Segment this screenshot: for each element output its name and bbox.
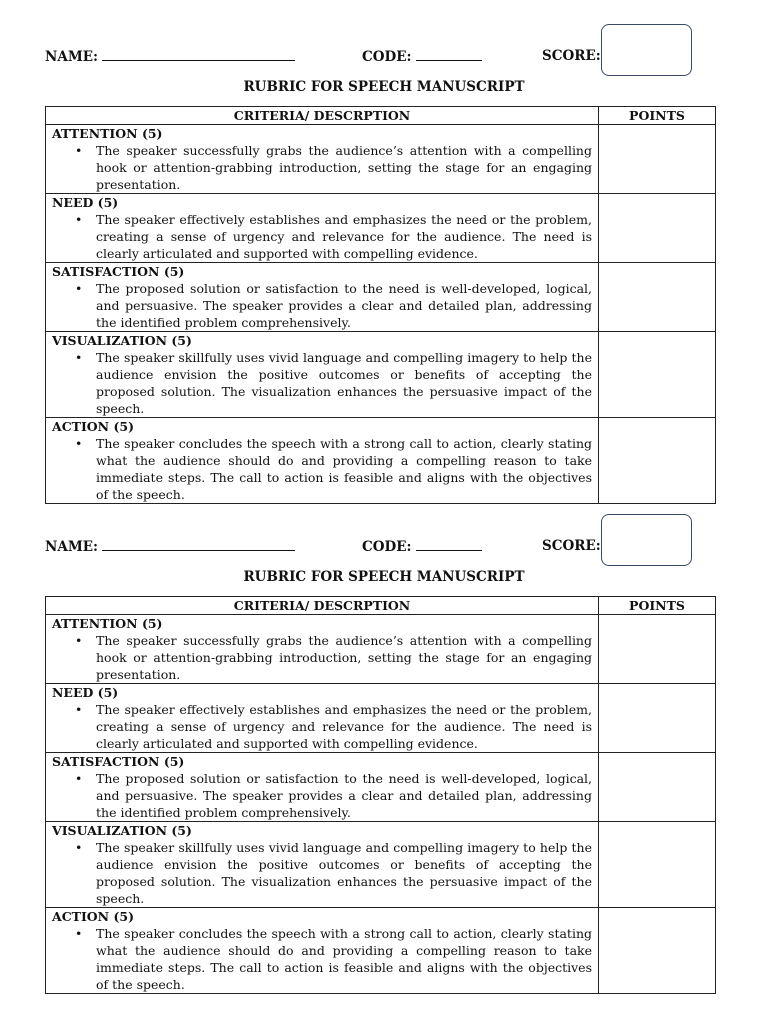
criteria-title: ACTION (5) [52, 419, 134, 434]
score-box[interactable] [601, 514, 692, 566]
criteria-title: SATISFACTION (5) [52, 264, 185, 279]
points-header: POINTS [599, 597, 716, 615]
table-row [46, 822, 716, 908]
code-label: CODE: [362, 539, 412, 555]
rubric-form-1 [0, 20, 768, 502]
criteria-title: VISUALIZATION (5) [52, 333, 192, 348]
criteria-cell [46, 332, 599, 418]
table-row [46, 908, 716, 994]
criteria-description: • The speaker concludes the speech with a strong call to action, clearly stating what the audience should do and providing a compelling reason to take immediate steps. The call to action is feasible and aligns with the objectives of the speech. [96, 925, 592, 993]
name-label: NAME: [45, 539, 99, 555]
criteria-description: • The speaker skillfully uses vivid language and compelling imagery to help the audience envision the positive outcomes or benefits of accepting the proposed solution. The visualization enhances the persuasive impact of the speech. [96, 839, 592, 907]
table-row [46, 753, 716, 822]
criteria-cell [46, 194, 599, 263]
table-row [46, 615, 716, 684]
table-row [46, 125, 716, 194]
criteria-description: • The speaker successfully grabs the audience’s attention with a compelling hook or attention-grabbing introduction, setting the stage for an engaging presentation. [96, 632, 592, 683]
criteria-cell [46, 822, 599, 908]
code-blank-line[interactable] [416, 48, 482, 61]
table-row [46, 684, 716, 753]
criteria-title: ACTION (5) [52, 909, 134, 924]
points-cell[interactable] [599, 263, 716, 332]
points-cell[interactable] [599, 684, 716, 753]
points-cell[interactable] [599, 194, 716, 263]
score-box[interactable] [601, 24, 692, 76]
criteria-cell [46, 418, 599, 504]
criteria-description: • The speaker effectively establishes and emphasizes the need or the problem, creating a sense of urgency and relevance for the audience. The need is clearly articulated and supported with compelling evidence. [96, 701, 592, 752]
criteria-title: NEED (5) [52, 685, 119, 700]
table-row [46, 418, 716, 504]
rubric-title: RUBRIC FOR SPEECH MANUSCRIPT [243, 569, 525, 585]
criteria-description: • The speaker successfully grabs the audience’s attention with a compelling hook or attention-grabbing introduction, setting the stage for an engaging presentation. [96, 142, 592, 193]
criteria-cell [46, 125, 599, 194]
criteria-cell [46, 615, 599, 684]
points-cell[interactable] [599, 332, 716, 418]
criteria-cell [46, 753, 599, 822]
table-row [46, 194, 716, 263]
criteria-header: CRITERIA/ DESCRPTION [46, 107, 599, 125]
rubric-form-2 [0, 510, 768, 992]
rubric-table [45, 106, 716, 504]
points-cell[interactable] [599, 908, 716, 994]
table-row [46, 263, 716, 332]
criteria-title: ATTENTION (5) [52, 126, 163, 141]
score-label: SCORE: [542, 538, 601, 554]
points-cell[interactable] [599, 125, 716, 194]
criteria-description: • The speaker effectively establishes and emphasizes the need or the problem, creating a sense of urgency and relevance for the audience. The need is clearly articulated and supported with compelling evidence. [96, 211, 592, 262]
code-field [362, 48, 482, 65]
table-header-row [46, 107, 716, 125]
points-cell[interactable] [599, 822, 716, 908]
score-label: SCORE: [542, 48, 601, 64]
criteria-cell [46, 684, 599, 753]
criteria-title: ATTENTION (5) [52, 616, 163, 631]
points-cell[interactable] [599, 418, 716, 504]
code-label: CODE: [362, 49, 412, 65]
table-header-row [46, 597, 716, 615]
criteria-description: • The speaker concludes the speech with a strong call to action, clearly stating what the audience should do and providing a compelling reason to take immediate steps. The call to action is feasible and aligns with the objectives of the speech. [96, 435, 592, 503]
criteria-cell [46, 263, 599, 332]
name-label: NAME: [45, 49, 99, 65]
name-field [45, 48, 295, 65]
criteria-description: • The proposed solution or satisfaction to the need is well-developed, logical, and persuasive. The speaker provides a clear and detailed plan, addressing the identified problem comprehensively. [96, 280, 592, 331]
code-field [362, 538, 482, 555]
criteria-title: VISUALIZATION (5) [52, 823, 192, 838]
code-blank-line[interactable] [416, 538, 482, 551]
criteria-title: SATISFACTION (5) [52, 754, 185, 769]
criteria-title: NEED (5) [52, 195, 119, 210]
criteria-description: • The proposed solution or satisfaction to the need is well-developed, logical, and persuasive. The speaker provides a clear and detailed plan, addressing the identified problem comprehensively. [96, 770, 592, 821]
name-blank-line[interactable] [102, 48, 295, 61]
criteria-cell [46, 908, 599, 994]
name-field [45, 538, 295, 555]
name-blank-line[interactable] [102, 538, 295, 551]
rubric-title: RUBRIC FOR SPEECH MANUSCRIPT [243, 79, 525, 95]
rubric-table [45, 596, 716, 994]
criteria-description: • The speaker skillfully uses vivid language and compelling imagery to help the audience envision the positive outcomes or benefits of accepting the proposed solution. The visualization enhances the persuasive impact of the speech. [96, 349, 592, 417]
points-header: POINTS [599, 107, 716, 125]
table-row [46, 332, 716, 418]
points-cell[interactable] [599, 615, 716, 684]
points-cell[interactable] [599, 753, 716, 822]
criteria-header: CRITERIA/ DESCRPTION [46, 597, 599, 615]
